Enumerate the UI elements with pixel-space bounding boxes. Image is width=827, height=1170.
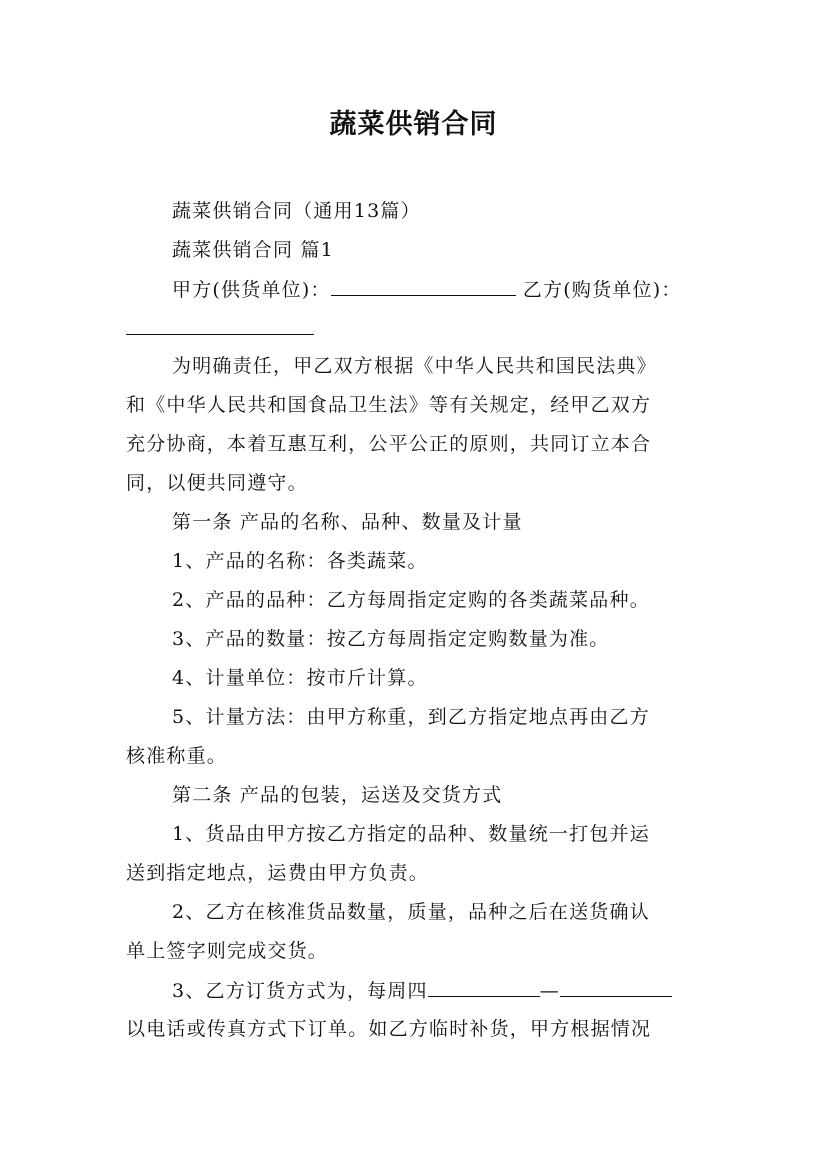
party-line xyxy=(172,277,682,302)
article2-item3-prefix: 3、乙方订货方式为，每周四 xyxy=(172,980,428,1002)
order-end-blank xyxy=(560,978,672,997)
party-b-blank-line xyxy=(126,316,314,341)
party-a-label: 甲方(供货单位)： xyxy=(172,279,331,301)
para1-line2: 和《中华人民共和国食品卫生法》等有关规定，经甲乙双方 xyxy=(126,394,652,416)
para1-line3: 充分协商，本着互惠互利，公平公正的原则，共同订立本合 xyxy=(126,433,652,455)
document-subtitle: 蔬菜供销合同（通用13篇） xyxy=(172,200,421,222)
party-b-blank xyxy=(126,316,314,335)
article1-item2: 2、产品的品种：乙方每周指定定购的各类蔬菜品种。 xyxy=(172,589,650,611)
article1-item5-line2: 核准称重。 xyxy=(126,745,228,767)
article2-item1-line2: 送到指定地点，运费由甲方负责。 xyxy=(126,862,430,884)
article2-item3-line1 xyxy=(172,978,672,1003)
section-label: 蔬菜供销合同 篇1 xyxy=(172,239,334,261)
party-a-blank xyxy=(331,277,516,296)
para1-line4: 同，以便共同遵守。 xyxy=(126,472,308,494)
article1-title: 第一条 产品的名称、品种、数量及计量 xyxy=(172,511,523,533)
article1-item5-line1: 5、计量方法：由甲方称重，到乙方指定地点再由乙方 xyxy=(172,706,650,728)
article2-title: 第二条 产品的包装，运送及交货方式 xyxy=(172,784,503,806)
article2-item2-line2: 单上签字则完成交货。 xyxy=(126,940,329,962)
article2-item3-line2: 以电话或传真方式下订单。如乙方临时补货，甲方根据情况 xyxy=(126,1018,652,1040)
article2-item1-line1: 1、货品由甲方按乙方指定的品种、数量统一打包并运 xyxy=(172,823,650,845)
article1-item3: 3、产品的数量：按乙方每周指定定购数量为准。 xyxy=(172,628,610,650)
para1-line1: 为明确责任，甲乙双方根据《中华人民共和国民法典》 xyxy=(172,355,657,377)
article1-item1: 1、产品的名称：各类蔬菜。 xyxy=(172,550,428,572)
document-title: 蔬菜供销合同 xyxy=(329,109,498,140)
party-b-label: 乙方(购货单位)： xyxy=(522,279,682,301)
article2-item2-line1: 2、乙方在核准货品数量，质量，品种之后在送货确认 xyxy=(172,901,650,923)
order-dash: — xyxy=(539,980,560,1002)
article1-item4: 4、计量单位：按市斤计算。 xyxy=(172,667,428,689)
order-start-blank xyxy=(428,978,540,997)
